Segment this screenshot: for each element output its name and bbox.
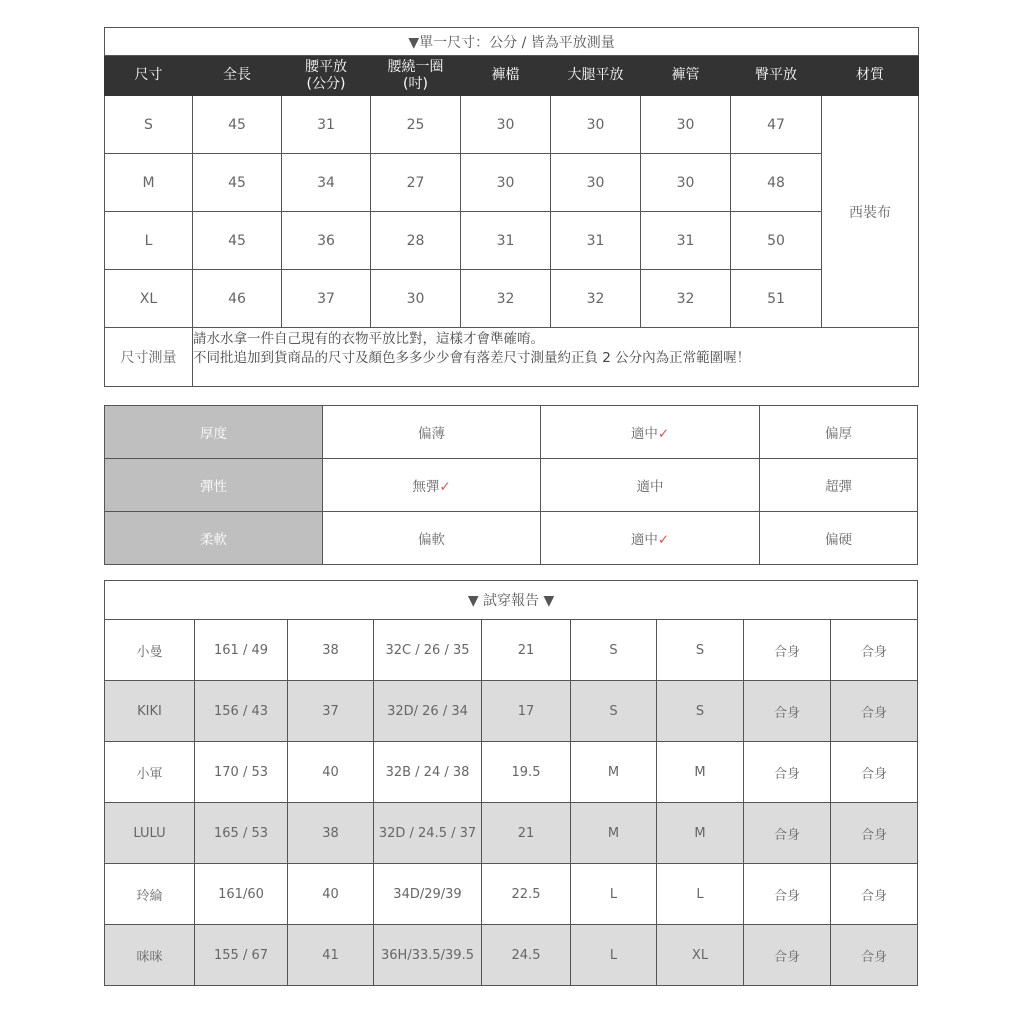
fitting-value-cell: XL bbox=[657, 925, 744, 986]
size-value-cell: 51 bbox=[731, 270, 822, 328]
fabric-feel-body bbox=[105, 406, 918, 565]
size-value-cell: 34 bbox=[282, 154, 371, 212]
fitting-value-cell: 合身 bbox=[831, 803, 918, 864]
size-value-cell: 30 bbox=[551, 154, 641, 212]
size-header-text: 全長 bbox=[223, 67, 251, 83]
size-chart-body bbox=[105, 96, 919, 328]
fabric-feel-option-text: 無彈 bbox=[412, 479, 440, 495]
size-chart-header-row bbox=[105, 56, 919, 96]
size-row bbox=[105, 212, 919, 270]
fitting-value-cell: 合身 bbox=[744, 864, 831, 925]
size-label-cell: M bbox=[105, 154, 193, 212]
size-chart-caption: ▼單一尺寸：公分 / 皆為平放測量 bbox=[105, 28, 919, 56]
fitting-value-cell: 合身 bbox=[744, 742, 831, 803]
fitting-value-cell: 155 / 67 bbox=[195, 925, 288, 986]
size-header-cell bbox=[551, 56, 641, 96]
fitting-value-cell: 32B / 24 / 38 bbox=[374, 742, 482, 803]
fitting-value-cell: 合身 bbox=[744, 620, 831, 681]
size-label-cell: S bbox=[105, 96, 193, 154]
fitting-value-cell: M bbox=[571, 803, 657, 864]
size-header-cell bbox=[371, 56, 461, 96]
size-label-cell: XL bbox=[105, 270, 193, 328]
model-name-cell: 小曼 bbox=[105, 620, 195, 681]
fitting-value-cell: 40 bbox=[288, 864, 374, 925]
size-value-cell: 30 bbox=[461, 96, 551, 154]
fabric-feel-row bbox=[105, 512, 918, 565]
fitting-value-cell: 21 bbox=[482, 803, 571, 864]
size-value-cell: 30 bbox=[641, 96, 731, 154]
fitting-value-cell: M bbox=[657, 742, 744, 803]
size-note-line-1: 請水水拿一件自己現有的衣物平放比對，這樣才會準確唷。 bbox=[193, 331, 544, 347]
size-note-label: 尺寸測量 bbox=[105, 328, 193, 387]
size-row bbox=[105, 154, 919, 212]
fabric-feel-option-text: 偏薄 bbox=[418, 426, 445, 442]
fitting-report-row bbox=[105, 681, 918, 742]
fabric-feel-option-text: 適中 bbox=[636, 479, 664, 495]
size-header-text: (吋) bbox=[403, 75, 428, 92]
size-header-cell bbox=[731, 56, 822, 96]
fitting-value-cell: 32D / 24.5 / 37 bbox=[374, 803, 482, 864]
fitting-value-cell: 合身 bbox=[744, 925, 831, 986]
size-header-text: 材質 bbox=[856, 67, 885, 83]
size-header-text: 褲管 bbox=[671, 67, 700, 83]
fitting-value-cell: 156 / 43 bbox=[195, 681, 288, 742]
material-cell: 西裝布 bbox=[822, 96, 919, 328]
fitting-value-cell: 34D/29/39 bbox=[374, 864, 482, 925]
fitting-report-table bbox=[104, 580, 918, 986]
fitting-value-cell: 161 / 49 bbox=[195, 620, 288, 681]
size-value-cell: 27 bbox=[371, 154, 461, 212]
fitting-value-cell: S bbox=[657, 620, 744, 681]
size-chart-table bbox=[104, 27, 919, 387]
fabric-feel-option bbox=[760, 512, 918, 565]
size-value-cell: 31 bbox=[551, 212, 641, 270]
fitting-value-cell: 32D/ 26 / 34 bbox=[374, 681, 482, 742]
fitting-value-cell: 22.5 bbox=[482, 864, 571, 925]
fabric-feel-option bbox=[760, 459, 918, 512]
fitting-report-row bbox=[105, 925, 918, 986]
size-value-cell: 32 bbox=[461, 270, 551, 328]
fabric-feel-option bbox=[541, 406, 760, 459]
fabric-feel-label: 彈性 bbox=[105, 459, 323, 512]
size-row bbox=[105, 96, 919, 154]
model-name-cell: 小軍 bbox=[105, 742, 195, 803]
size-value-cell: 46 bbox=[193, 270, 282, 328]
size-value-cell: 45 bbox=[193, 212, 282, 270]
check-mark-icon: ✓ bbox=[439, 479, 451, 495]
fabric-feel-label: 厚度 bbox=[105, 406, 323, 459]
fitting-report-row bbox=[105, 742, 918, 803]
size-value-cell: 37 bbox=[282, 270, 371, 328]
size-header-cell bbox=[641, 56, 731, 96]
fitting-report-row bbox=[105, 620, 918, 681]
fitting-value-cell: M bbox=[571, 742, 657, 803]
fitting-value-cell: 40 bbox=[288, 742, 374, 803]
fabric-feel-option-text: 適中 bbox=[630, 426, 658, 442]
size-row bbox=[105, 270, 919, 328]
fabric-feel-option bbox=[323, 459, 541, 512]
size-value-cell: 30 bbox=[371, 270, 461, 328]
fitting-value-cell: 41 bbox=[288, 925, 374, 986]
fitting-value-cell: 合身 bbox=[831, 620, 918, 681]
fitting-value-cell: 合身 bbox=[744, 803, 831, 864]
size-header-cell bbox=[461, 56, 551, 96]
fitting-value-cell: 合身 bbox=[831, 925, 918, 986]
size-value-cell: 50 bbox=[731, 212, 822, 270]
fitting-report-row bbox=[105, 864, 918, 925]
fabric-feel-option bbox=[323, 406, 541, 459]
fitting-value-cell: 32C / 26 / 35 bbox=[374, 620, 482, 681]
size-value-cell: 30 bbox=[641, 154, 731, 212]
model-name-cell: 咪咪 bbox=[105, 925, 195, 986]
fabric-feel-option-text: 超彈 bbox=[825, 479, 852, 495]
size-note-text bbox=[193, 328, 919, 387]
size-header-text: 腰繞一圈 bbox=[387, 58, 444, 75]
model-name-cell: 玲綸 bbox=[105, 864, 195, 925]
fitting-value-cell: 合身 bbox=[831, 742, 918, 803]
fitting-value-cell: M bbox=[657, 803, 744, 864]
size-value-cell: 30 bbox=[551, 96, 641, 154]
fabric-feel-option-text: 偏硬 bbox=[825, 532, 852, 548]
fabric-feel-option bbox=[541, 459, 760, 512]
fitting-value-cell: 合身 bbox=[831, 864, 918, 925]
fitting-value-cell: S bbox=[571, 681, 657, 742]
size-value-cell: 32 bbox=[641, 270, 731, 328]
size-value-cell: 31 bbox=[461, 212, 551, 270]
fitting-value-cell: 17 bbox=[482, 681, 571, 742]
fitting-report-title: ▼ 試穿報告 ▼ bbox=[105, 581, 918, 620]
size-header-text: 臀平放 bbox=[755, 67, 797, 83]
size-header-cell bbox=[822, 56, 919, 96]
fabric-feel-label: 柔軟 bbox=[105, 512, 323, 565]
fabric-feel-option bbox=[323, 512, 541, 565]
fitting-report-body bbox=[105, 620, 918, 986]
size-header-cell bbox=[282, 56, 371, 96]
fitting-value-cell: 21 bbox=[482, 620, 571, 681]
size-value-cell: 32 bbox=[551, 270, 641, 328]
fitting-value-cell: 36H/33.5/39.5 bbox=[374, 925, 482, 986]
fitting-value-cell: 165 / 53 bbox=[195, 803, 288, 864]
fitting-value-cell: 170 / 53 bbox=[195, 742, 288, 803]
fitting-value-cell: S bbox=[571, 620, 657, 681]
size-header-cell bbox=[193, 56, 282, 96]
size-value-cell: 31 bbox=[282, 96, 371, 154]
size-header-cell bbox=[105, 56, 193, 96]
check-mark-icon: ✓ bbox=[657, 532, 670, 548]
fitting-value-cell: 24.5 bbox=[482, 925, 571, 986]
fabric-feel-option-text: 偏厚 bbox=[825, 426, 852, 442]
fitting-value-cell: S bbox=[657, 681, 744, 742]
fabric-feel-row bbox=[105, 459, 918, 512]
fitting-value-cell: L bbox=[571, 864, 657, 925]
size-value-cell: 30 bbox=[461, 154, 551, 212]
size-header-text: 褲檔 bbox=[491, 67, 520, 83]
fitting-value-cell: 19.5 bbox=[482, 742, 571, 803]
size-value-cell: 47 bbox=[731, 96, 822, 154]
fitting-report-row bbox=[105, 803, 918, 864]
size-note-line-2: 不同批追加到貨商品的尺寸及顏色多多少少會有落差尺寸測量約正負 2 公分內為正常範圍喔！ bbox=[193, 350, 751, 366]
model-name-cell: LULU bbox=[105, 803, 195, 864]
size-header-text: 大腿平放 bbox=[567, 67, 624, 83]
check-mark-icon: ✓ bbox=[657, 426, 670, 442]
size-value-cell: 31 bbox=[641, 212, 731, 270]
fitting-value-cell: 合身 bbox=[831, 681, 918, 742]
fitting-value-cell: 161/60 bbox=[195, 864, 288, 925]
fitting-value-cell: L bbox=[657, 864, 744, 925]
fabric-feel-option bbox=[541, 512, 760, 565]
fitting-value-cell: 37 bbox=[288, 681, 374, 742]
model-name-cell: KIKI bbox=[105, 681, 195, 742]
fabric-feel-option-text: 偏軟 bbox=[418, 532, 445, 548]
size-value-cell: 45 bbox=[193, 96, 282, 154]
size-value-cell: 45 bbox=[193, 154, 282, 212]
fabric-feel-option-text: 適中 bbox=[630, 532, 658, 548]
fabric-feel-row bbox=[105, 406, 918, 459]
size-value-cell: 36 bbox=[282, 212, 371, 270]
fabric-feel-table bbox=[104, 405, 918, 565]
fitting-value-cell: 合身 bbox=[744, 681, 831, 742]
size-header-text: 腰平放 bbox=[305, 58, 347, 75]
size-header-text: 尺寸 bbox=[134, 67, 163, 83]
fitting-value-cell: 38 bbox=[288, 620, 374, 681]
size-value-cell: 48 bbox=[731, 154, 822, 212]
fitting-value-cell: L bbox=[571, 925, 657, 986]
size-value-cell: 25 bbox=[371, 96, 461, 154]
fitting-value-cell: 38 bbox=[288, 803, 374, 864]
fabric-feel-option bbox=[760, 406, 918, 459]
size-header-text: (公分) bbox=[306, 75, 346, 92]
size-value-cell: 28 bbox=[371, 212, 461, 270]
size-label-cell: L bbox=[105, 212, 193, 270]
